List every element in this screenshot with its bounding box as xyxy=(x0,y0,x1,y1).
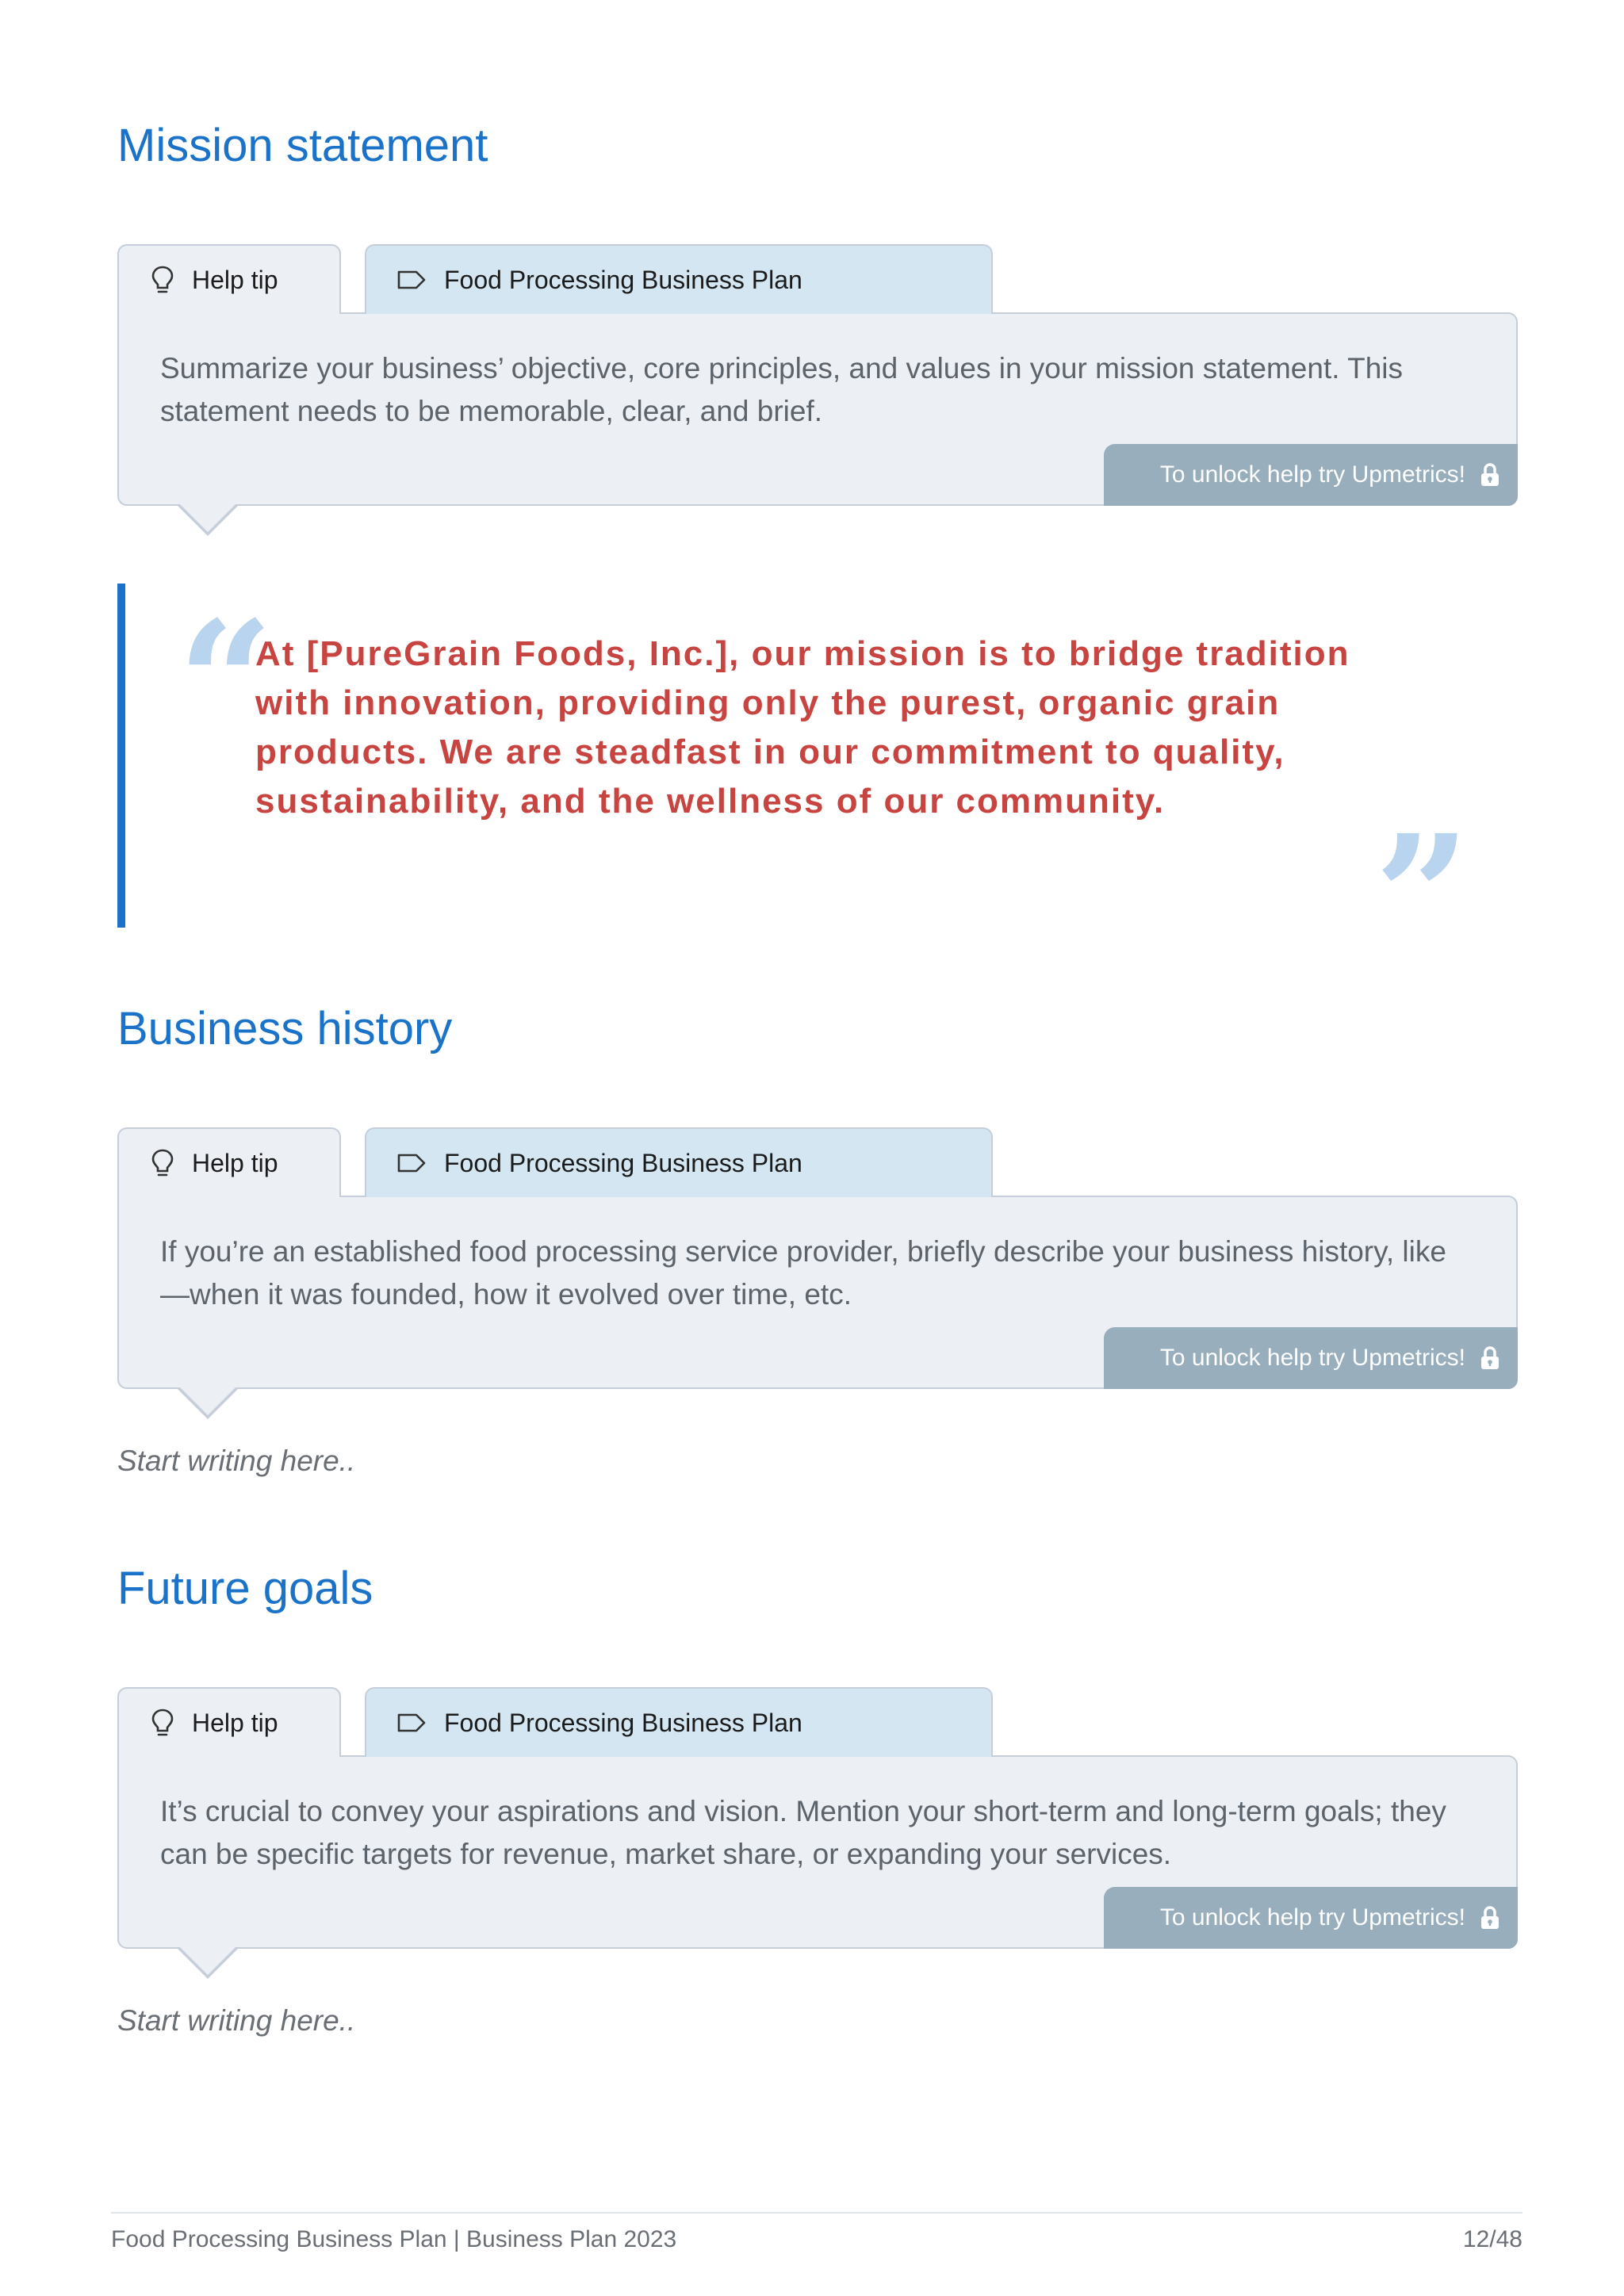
open-quote-icon: “ xyxy=(178,584,274,780)
lock-icon xyxy=(1480,1905,1500,1931)
help-tip-text: Summarize your business’ objective, core principles, and values in your mission statement. This statement needs to be memorable, clear, and brief. xyxy=(160,352,1404,427)
section-title-mission: Mission statement xyxy=(117,120,488,171)
tag-icon xyxy=(396,1711,427,1735)
help-tip-box xyxy=(117,312,1518,506)
plan-tab-label: Food Processing Business Plan xyxy=(444,265,802,294)
close-quote-icon: ” xyxy=(1374,798,1470,994)
help-tip-block-business-history xyxy=(117,1127,1518,1430)
footer-document-title: Food Processing Business Plan | Business Plan 2023 xyxy=(111,2226,677,2252)
lightbulb-icon xyxy=(151,265,174,295)
help-tip-tab[interactable] xyxy=(117,244,341,314)
help-tip-pointer xyxy=(176,1387,239,1419)
future-goals-input[interactable]: Start writing here.. xyxy=(117,2004,356,2037)
footer-divider xyxy=(111,2212,1522,2214)
tag-icon xyxy=(396,268,427,292)
help-tip-text: If you’re an established food processing service provider, briefly describe your business history, like—when it was founded, how it evolved over time, etc. xyxy=(160,1235,1446,1311)
help-tip-block-future-goals xyxy=(117,1687,1518,1990)
unlock-help-label: To unlock help try Upmetrics! xyxy=(1159,461,1465,488)
help-tip-pointer xyxy=(176,1947,239,1979)
page-number: 12/48 xyxy=(1462,2226,1522,2252)
help-tip-label: Help tip xyxy=(192,1148,278,1177)
unlock-help-button[interactable] xyxy=(1104,1887,1518,1949)
unlock-help-label: To unlock help try Upmetrics! xyxy=(1159,1345,1465,1371)
unlock-help-button[interactable] xyxy=(1104,444,1518,506)
help-tip-label: Help tip xyxy=(192,265,278,294)
business-history-input[interactable]: Start writing here.. xyxy=(117,1445,356,1477)
help-tip-text: It’s crucial to convey your aspirations and vision. Mention your short-term and long-term goals; they can be specific targets for revenue, market share, or expanding your services. xyxy=(160,1795,1446,1870)
unlock-help-button[interactable] xyxy=(1104,1327,1518,1389)
help-tip-box xyxy=(117,1755,1518,1949)
help-tip-block-mission xyxy=(117,244,1518,547)
plan-tab-label: Food Processing Business Plan xyxy=(444,1148,802,1177)
lock-icon xyxy=(1480,1345,1500,1371)
help-tip-tab[interactable] xyxy=(117,1687,341,1757)
help-tip-label: Help tip xyxy=(192,1708,278,1737)
section-title-future-goals: Future goals xyxy=(117,1563,373,1614)
mission-quote-text: At [PureGrain Foods, Inc.], our mission is to bridge tradition with innovation, providing only the purest, organic grain products. We are steadfast in our commitment to quality, sustainability, and the wellness of our community. xyxy=(255,634,1350,821)
plan-tab-label: Food Processing Business Plan xyxy=(444,1708,802,1737)
plan-tab[interactable] xyxy=(365,1687,993,1757)
tag-icon xyxy=(396,1151,427,1175)
unlock-help-label: To unlock help try Upmetrics! xyxy=(1159,1904,1465,1931)
lock-icon xyxy=(1480,462,1500,488)
help-tip-tab[interactable] xyxy=(117,1127,341,1197)
help-tip-box xyxy=(117,1196,1518,1389)
lightbulb-icon xyxy=(151,1148,174,1178)
lightbulb-icon xyxy=(151,1708,174,1738)
section-title-business-history: Business history xyxy=(117,1003,453,1054)
mission-quote-block xyxy=(117,584,1518,994)
help-tip-pointer xyxy=(176,504,239,536)
plan-tab[interactable] xyxy=(365,1127,993,1197)
plan-tab[interactable] xyxy=(365,244,993,314)
